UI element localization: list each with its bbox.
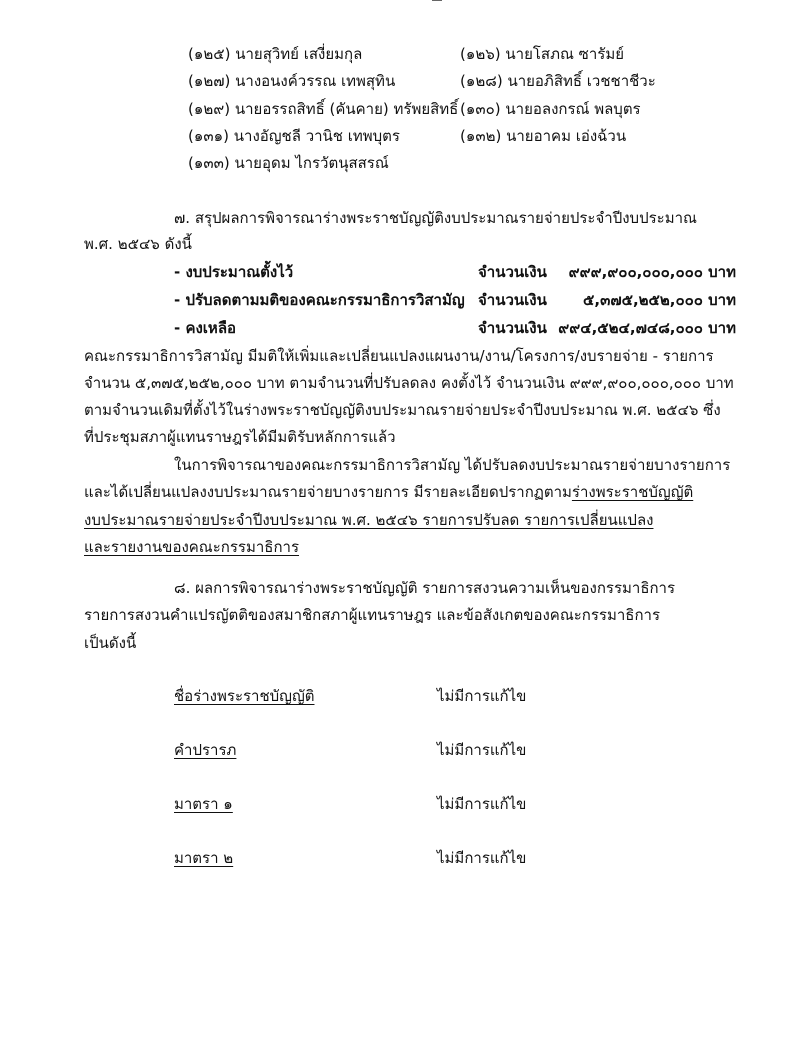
budget-row-amount-label: จำนวนเงิน: [478, 291, 547, 309]
paragraph-line: จำนวน ๕,๓๗๕,๒๕๒,๐๐๐ บาท ตามจำนวนที่ปรับลดลง คงตั้งไว้ จำนวนเงิน ๙๙๙,๙๐๐,๐๐๐,๐๐๐ บาท: [84, 374, 734, 392]
budget-row-amount: ๕,๓๗๕,๒๕๒,๐๐๐ บาท: [583, 291, 736, 309]
paragraph-line: ตามจำนวนเดิมที่ตั้งไว้ในร่างพระราชบัญญัติงบประมาณรายจ่ายประจำปีงบประมาณ พ.ศ. ๒๕๔๖ ซึ่ง: [84, 401, 721, 419]
paragraph-line: รายการสงวนคำแปรญัตติของสมาชิกสภาผู้แทนราษฎร และข้อสังเกตของคณะกรรมาธิการ: [84, 606, 661, 624]
document-reference-link: ร่างพระราชบัญญัติ: [571, 483, 694, 501]
budget-row-label: - ปรับลดตามมติของคณะกรรมาธิการวิสามัญ: [174, 291, 465, 309]
member-125: (๑๒๕) นายสุวิทย์ เสงี่ยมกุล: [188, 45, 363, 63]
section7-heading-cont: พ.ศ. ๒๕๔๖ ดังนี้: [84, 235, 192, 253]
paragraph-line: [84, 482, 693, 502]
paragraph-line: คณะกรรมาธิการวิสามัญ มีมติให้เพิ่มและเปลี่ยนแปลงแผนงาน/งาน/โครงการ/งบรายจ่าย - รายการ: [84, 347, 714, 365]
paragraph-text: และได้เปลี่ยนแปลงงบประมาณรายจ่ายบางรายการ มีรายละเอียดปรากฏตาม: [84, 483, 572, 501]
budget-row-amount: ๙๙๙,๙๐๐,๐๐๐,๐๐๐ บาท: [568, 263, 736, 281]
paragraph-line: เป็นดังนี้: [84, 634, 137, 652]
item-label: มาตรา ๒: [174, 849, 234, 867]
member-128: (๑๒๘) นายอภิสิทธิ์ เวชชาชีวะ: [460, 72, 656, 90]
budget-row-label: - งบประมาณตั้งไว้: [174, 263, 294, 281]
member-126: (๑๒๖) นายโสภณ ซารัมย์: [460, 45, 624, 63]
item-status: ไม่มีการแก้ไข: [437, 849, 527, 867]
document-reference-link: งบประมาณรายจ่ายประจำปีงบประมาณ พ.ศ. ๒๕๔๖ รายการปรับลด รายการเปลี่ยนแปลง: [84, 511, 654, 529]
item-status: ไม่มีการแก้ไข: [437, 687, 527, 705]
member-130: (๑๓๐) นายอลงกรณ์ พลบุตร: [460, 100, 641, 118]
paragraph-line: ที่ประชุมสภาผู้แทนราษฎรได้มีมติรับหลักการแล้ว: [84, 428, 396, 446]
budget-row-label: - คงเหลือ: [174, 319, 237, 337]
document-reference-link: และรายงานของคณะกรรมาธิการ: [84, 538, 300, 556]
member-127: (๑๒๗) นางอนงค์วรรณ เทพสุทิน: [188, 72, 396, 90]
item-status: ไม่มีการแก้ไข: [437, 741, 527, 759]
budget-row-amount: ๙๙๔,๕๒๔,๗๔๘,๐๐๐ บาท: [558, 319, 736, 337]
item-status: ไม่มีการแก้ไข: [437, 795, 527, 813]
section8-heading: ๘. ผลการพิจารณาร่างพระราชบัญญัติ รายการสงวนความเห็นของกรรมาธิการ: [174, 579, 676, 597]
section7-heading: ๗. สรุปผลการพิจารณาร่างพระราชบัญญัติงบประมาณรายจ่ายประจำปีงบประมาณ: [174, 209, 697, 227]
budget-row-amount-label: จำนวนเงิน: [478, 319, 547, 337]
budget-row-amount-label: จำนวนเงิน: [478, 263, 547, 281]
page-top-mark: [432, 0, 442, 4]
member-129: (๑๒๙) นายอรรถสิทธิ์ (คันคาย) ทรัพยสิทธิ์: [188, 100, 459, 118]
paragraph-line: ในการพิจารณาของคณะกรรมาธิการวิสามัญ ได้ปรับลดงบประมาณรายจ่ายบางรายการ: [174, 456, 731, 474]
item-label: มาตรา ๑: [174, 795, 233, 813]
member-131: (๑๓๑) นางอัญชลี วานิช เทพบุตร: [188, 127, 400, 145]
item-label: ชื่อร่างพระราชบัญญัติ: [174, 687, 315, 705]
member-132: (๑๓๒) นายอาคม เอ่งฉ้วน: [460, 127, 627, 145]
member-133: (๑๓๓) นายอุดม ไกรวัตนุสสรณ์: [188, 154, 389, 172]
item-label: คำปรารภ: [174, 741, 237, 759]
